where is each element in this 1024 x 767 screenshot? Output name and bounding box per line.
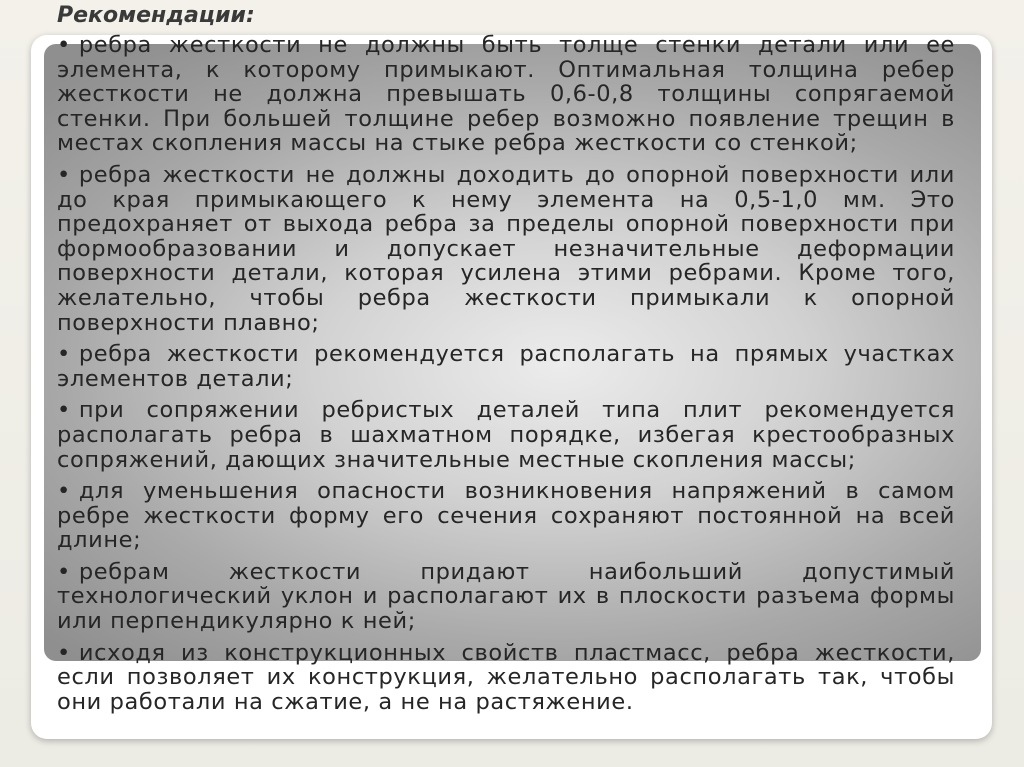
list-item-text: для уменьшения опасности возникновения напряжений в самом ребре жесткости форму его сечения сохраняют постоянной на всей длине; [57,478,955,554]
list-item-text: ребрам жесткости придают наибольший допустимый технологический уклон и располагают их в плоскости разъема формы или перпендикулярно к ней; [57,558,955,635]
list-item [57,342,955,391]
bullet-icon: • [57,32,71,58]
list-item [57,398,955,472]
bullet-icon: • [57,397,71,424]
list-item [57,33,955,156]
list-item [57,641,955,715]
list-item-text: ребра жесткости рекомендуется располагать на прямых участках элементов детали; [57,341,955,392]
list-item-text: ребра жесткости не должны быть толще стенки детали или ее элемента, к которому примыкают. Оптимальная толщина ребер жесткости не должна превышать 0,6-0,8 толщины сопрягаемой стенки. При большей толщине ребер возможно появление трещин в местах скопления массы на стыке ребра жесткости со стенкой; [57,32,955,157]
bullet-icon: • [57,478,71,505]
list-item-text: при сопряжении ребристых деталей типа плит рекомендуется располагать ребра в шахматном порядке, избегая крестообразных сопряжений, дающих значительные местные скопления массы; [57,397,955,473]
bullet-icon: • [57,639,71,666]
list-item [57,560,955,634]
list-item-text: ребра жесткости не должны доходить до опорной поверхности или до края примыкающего к нему элемента на 0,5-1,0 мм. Это предохраняет от выхода ребра за пределы опорной поверхности при формообразовании и допускает незначительные деформации поверхности детали, которая усилена этими ребрами. Кроме того, желательно, чтобы ребра жесткости примыкали к опорной поверхности плавно; [57,161,955,336]
bullet-icon: • [57,558,71,585]
list-item-text: исходя из конструкционных свойств пластмасс, ребра жесткости, если позволяет их конструкция, желательно располагать так, чтобы они работали на сжатие, а не на растяжение. [57,639,955,715]
page-title: Рекомендации: [57,3,255,28]
bullet-icon: • [57,161,71,188]
bullet-icon: • [57,341,71,368]
recommendations-list [57,33,955,721]
list-item [57,163,955,335]
list-item [57,479,955,553]
